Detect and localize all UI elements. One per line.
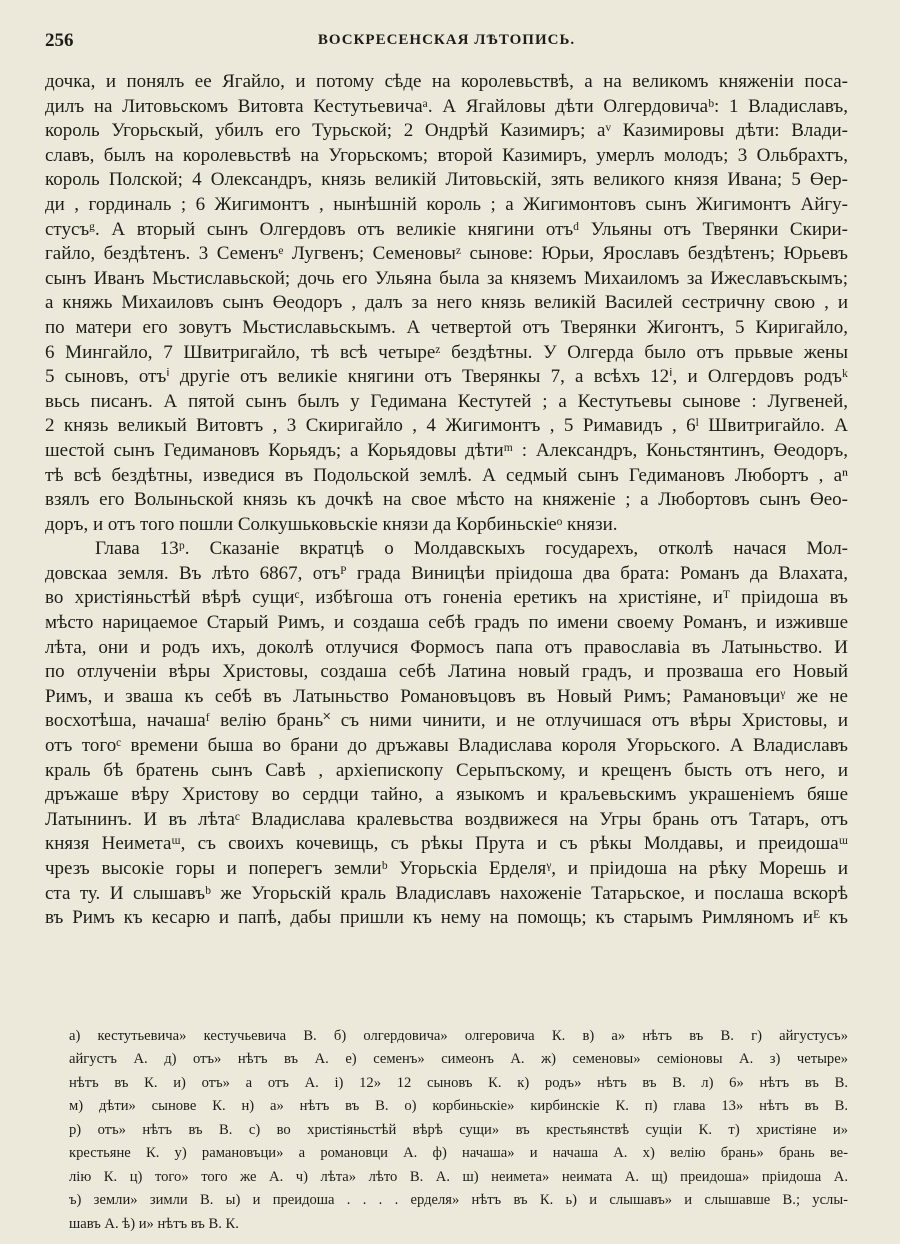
text-line: восхотѣша, начашаᶠ велію брань˟ съ ними чинити, и не отлучишася отъ вѣры Христовы, и: [45, 710, 848, 732]
text-line: по отлученіи вѣры Христовы, создаша себѣ Латина новый градъ, и прозваша его Новый: [45, 661, 848, 683]
text-line: ди , гординаль ; 6 Жигимонтъ , нынѣшній король ; а Жигимонтовъ сынъ Жигимонтъ Айгу-: [45, 193, 848, 215]
footnote-line: лію К. ц) того» того же А. ч) лѣта» лѣто В. А. ш) неимета» неимата А. щ) преидоша» пріидоша А.: [69, 1168, 848, 1185]
text-line: тѣ всѣ бездѣтны, изведися въ Подольской землѣ. А седмый сынъ Гедимановъ Любортъ , аⁿ: [45, 464, 848, 486]
text-line: по матери его зовутъ Мьстиславьскымъ. А четвертой отъ Тверянки Жигонтъ, 5 Киригайло,: [45, 316, 848, 338]
text-line: Римъ, и зваша къ себѣ въ Латыньство Романовъцовъ въ Новый Римъ; Рамановъциᵞ же не: [45, 685, 848, 707]
running-title: ВОСКРЕСЕНСКАЯ ЛѢТОПИСЬ.: [317, 32, 576, 48]
text-line: во христіяньстѣй вѣрѣ сущиᶜ, избѣгоша отъ гоненіа еретикъ на христіяне, иᵀ пріидоша въ: [45, 587, 848, 609]
text-line: доръ, и отъ того пошли Солкушьковьскіе князи да Корбиньскіеᵒ князи.: [45, 513, 618, 535]
page-header: [45, 30, 848, 56]
footnote-line: м) дѣти» сынове К. н) а» нѣтъ въ В. о) корбиньскіе» кирбинскіе К. п) глава 13» нѣтъ въ В.: [69, 1098, 848, 1115]
text-line: король Угорьскый, убилъ его Турьской; 2 Ондрѣй Казимиръ; аᵛ Казимировы дѣти: Влади-: [45, 120, 848, 142]
text-line: стусъᵍ. А вторый сынъ Олгердовъ отъ великіе княгини отъᵈ Ульяны отъ Тверянки Скири-: [45, 218, 848, 240]
text-line: король Полской; 4 Олександръ, князь великій Литовьскій, зять великого князя Ивана; 5 Өер-: [45, 169, 848, 191]
text-line: мѣсто нарицаемое Старый Римъ, и создаша себѣ градъ по имени своему Романъ, и изживше: [45, 612, 848, 634]
main-text: [45, 70, 848, 931]
text-line: сынъ Иванъ Мьстиславьской; дочь его Ульяна была за княземъ Михаиломъ за Ижеславъскымъ;: [45, 267, 848, 289]
page-number: 256: [45, 30, 74, 51]
text-line: гайло, бездѣтенъ. 3 Семенъᵉ Лугвенъ; Семеновыᶻ сынове: Юрьи, Ярославъ бездѣтенъ; Юрьевъ: [45, 243, 848, 265]
text-line: лѣта, они и родъ ихъ, доколѣ отлучися Формосъ папа отъ православіа въ Латыньство. И: [45, 636, 848, 658]
footnote-line: шавъ А. ѣ) и» нѣтъ въ В. К.: [69, 1215, 239, 1232]
text-line: краль бѣ братень сынъ Савѣ , архіепископу Серьпъскому, и крещенъ бысть отъ него, и: [45, 759, 848, 781]
footnote-line: ъ) земли» зимли В. ы) и преидоша . . . . ерделя» нѣтъ въ К. ь) и слышавъ» и слышавше В.; услы-: [69, 1192, 848, 1209]
text-line: взялъ его Волыньской князь къ дочкѣ на свое мѣсто на княженіе ; а Любортовъ сынъ Өео-: [45, 489, 848, 511]
footnote-line: айгустъ А. д) отъ» нѣтъ въ А. е) семенъ» симеонъ А. ж) семеновы» семіоновы А. з) четыре»: [69, 1051, 848, 1068]
text-line: 6 Мингайло, 7 Швитригайло, тѣ всѣ четыреᶻ бездѣтны. У Олгерда было отъ прьвые жены: [45, 341, 848, 363]
text-line: чрезъ высокіе горы и поперегъ землиᵇ Угорьскіа Ерделяᵞ, и пріидоша на рѣку Морешь и: [45, 858, 848, 879]
footnotes: [45, 1025, 848, 1237]
footnote-line: р) отъ» нѣтъ въ В. с) во христіяньстѣй вѣрѣ сущи» въ крестьянствѣ сущіи К. т) христіяне и»: [69, 1121, 848, 1138]
footnote-line: крестьяне К. у) рамановъци» а романовци А. ф) начаша» и начаша А. х) велію брань» брань ве-: [69, 1145, 848, 1162]
text-line: 2 князь великый Витовтъ , 3 Скиригайло , 4 Жигимонтъ , 5 Римавидъ , 6ˡ Швитригайло. А: [45, 415, 848, 437]
text-line: 5 сыновъ, отъⁱ другіе отъ великіе княгини отъ Тверянкы 7, а всѣхъ 12ⁱ, и Олгердовъ родъᵏ: [45, 366, 848, 388]
text-line: славъ, былъ на королевьствѣ на Угорьскомъ; второй Казимиръ, умерлъ молодъ; 3 Ольбрахтъ,: [45, 144, 848, 166]
text-line: довскаа земля. Въ лѣто 6867, отъᴾ града Виницѣи пріидоша два брата: Романъ да Влахата,: [45, 562, 848, 584]
text-line: дилъ на Литовьскомъ Витовта Кестутьевичаᵃ. А Ягайловы дѣти Олгердовичаᵇ: 1 Владиславъ,: [45, 95, 848, 117]
footnote-line: нѣтъ въ К. и) отъ» а отъ А. і) 12» 12 сыновъ К. к) родъ» нѣтъ въ В. л) 6» нѣтъ въ В.: [69, 1074, 848, 1091]
text-line: въ Римъ къ кесарю и папѣ, дабы пришли къ нему на помощь; къ старымъ Римляномъ иᴱ къ: [45, 907, 848, 929]
text-line: князя Неиметаᵚ, съ своихъ кочевищь, съ рѣкы Прута и съ рѣкы Молдавы, и преидошаᵚ: [45, 833, 848, 855]
text-line: Латынинъ. И въ лѣтаᶜ Владислава кралевьства воздвижеся на Угры брань отъ Татаръ, отъ: [45, 808, 848, 830]
chapter-heading-line: Глава 13ᵖ. Сказаніе вкратцѣ о Молдавскыхъ государехъ, отколѣ начася Мол-: [95, 538, 848, 560]
text-line: дочка, и понялъ ее Ягайло, и потому сѣде на королевьствѣ, а на великомъ княженіи поса-: [45, 71, 848, 92]
text-line: отъ тогоᶜ времени быша во брани до дръжавы Владислава короля Угорьского. А Владиславъ: [45, 735, 848, 757]
text-line: вьсь писанъ. А пятой сынъ былъ у Гедимана Кестутей ; а Кестутьевы сынове : Лугвеней,: [45, 390, 848, 412]
text-line: а княжь Михаиловъ сынъ Өеодоръ , далъ за него князь великій Василей сестричну свою , и: [45, 292, 848, 314]
text-line: шестой сынъ Гедимановъ Корьядъ; а Корьядовы дѣтиᵐ : Александръ, Коньстянтинъ, Өеодоръ,: [45, 439, 848, 461]
text-line: дръжаше вѣру Христову во сердци тайно, а языкомъ и краљевьскимъ украшеніемъ бяше: [45, 784, 848, 806]
footnote-line: а) кестутьевича» кестучьевича В. б) олгердовича» олгеровича К. в) а» нѣтъ въ В. г) айгустусъ»: [69, 1027, 848, 1044]
text-line: ста ту. И слышавъᵇ же Угорьскій краль Владиславъ нахоженіе Татарьское, и послаша вскорѣ: [45, 882, 848, 904]
